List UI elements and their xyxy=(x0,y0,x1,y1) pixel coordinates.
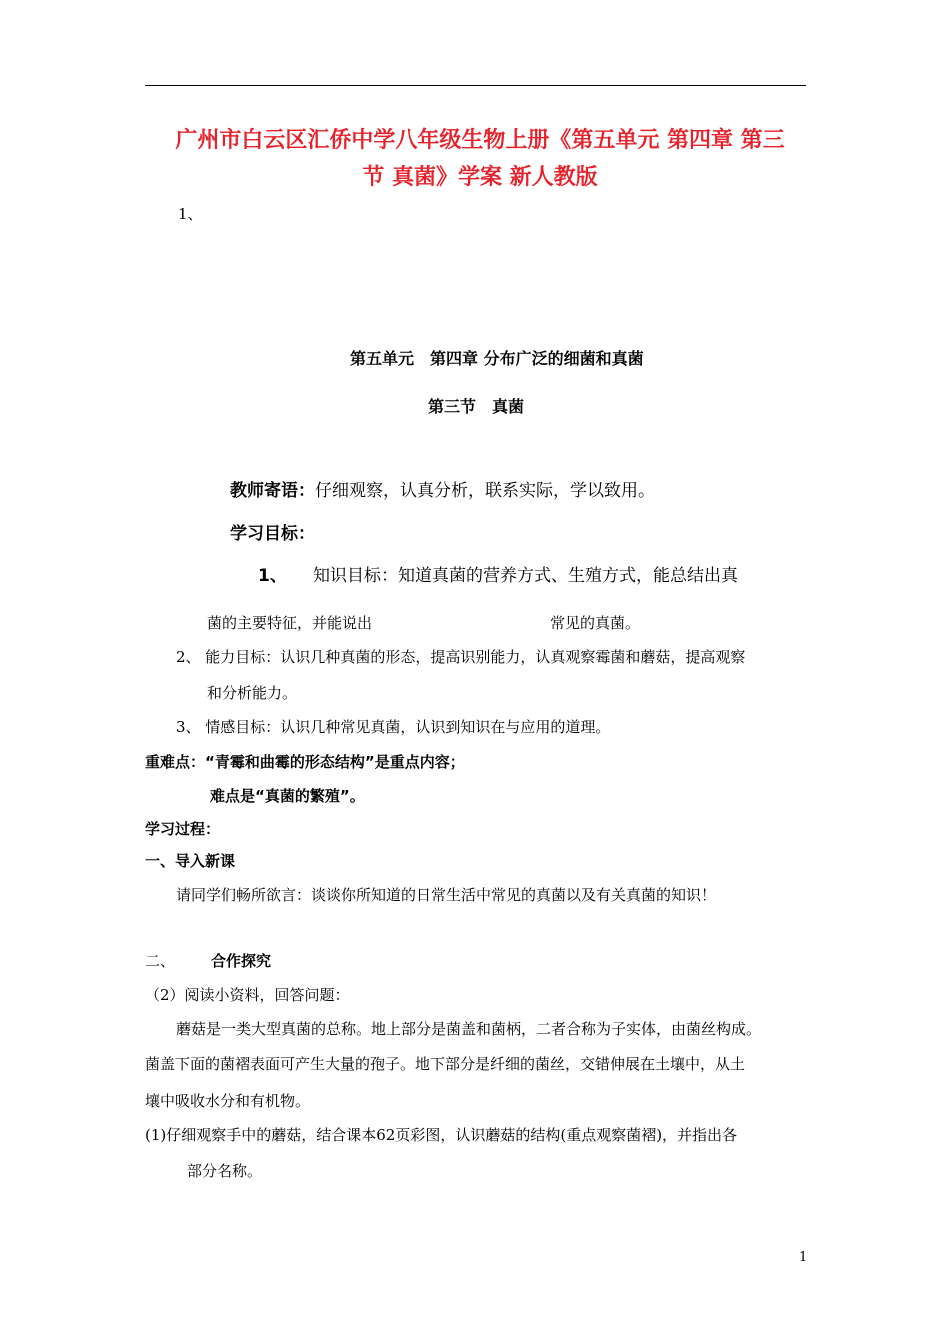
goal-1-text: 知识目标：知道真菌的营养方式、生殖方式，能总结出真 xyxy=(313,566,738,586)
part-2-number: 二、 xyxy=(145,952,176,970)
goal-1-continuation-a: 菌的主要特征，并能说出 xyxy=(207,614,373,632)
unit-heading: 第五单元 第四章 分布广泛的细菌和真菌 xyxy=(350,349,644,368)
difficult-point: 难点是“真菌的繁殖”。 xyxy=(210,787,365,805)
goal-1-continuation-b: 常见的真菌。 xyxy=(550,614,641,632)
learning-process-label: 学习过程： xyxy=(145,820,221,838)
header-rule xyxy=(145,85,806,86)
part-1-heading: 一、导入新课 xyxy=(145,852,236,870)
reading-paragraph-line-3: 壤中吸收水分和有机物。 xyxy=(145,1092,311,1110)
item-number: 1、 xyxy=(178,205,203,223)
part-2-heading: 合作探究 xyxy=(211,952,272,970)
goal-3: 3、 情感目标：认识几种常见真菌，认识到知识在与应用的道理。 xyxy=(176,718,611,736)
reading-paragraph-line-1: 蘑菇是一类大型真菌的总称。地上部分是菌盖和菌柄，二者合称为子实体，由菌丝构成。 xyxy=(176,1020,762,1038)
reading-paragraph-line-2: 菌盖下面的菌褶表面可产生大量的孢子。地下部分是纤细的菌丝，交错伸展在土壤中，从土 xyxy=(145,1055,746,1073)
teacher-message xyxy=(230,476,655,501)
scanned-image-region xyxy=(178,338,838,588)
section-heading: 第三节 真菌 xyxy=(428,397,525,416)
document-title-line-1: 广州市白云区汇侨中学八年级生物上册《第五单元 第四章 第三 xyxy=(175,128,785,153)
question-1-line-2: 部分名称。 xyxy=(187,1162,263,1180)
part-1-text: 请同学们畅所欲言：谈谈你所知道的日常生活中常见的真菌以及有关真菌的知识！ xyxy=(176,886,717,904)
question-1-line-1: (1)仔细观察手中的蘑菇，结合课本62页彩图，认识蘑菇的结构(重点观察菌褶)，并指出各 xyxy=(145,1126,738,1144)
page-number: 1 xyxy=(799,1250,808,1265)
goal-2-line-2: 和分析能力。 xyxy=(207,684,298,702)
sub-question-2-label: （2）阅读小资料，回答问题： xyxy=(145,986,350,1004)
goal-2-line-1: 2、 能力目标：认识几种真菌的形态，提高识别能力，认真观察霉菌和蘑菇，提高观察 xyxy=(176,648,746,666)
document-title-line-2: 节 真菌》学案 新人教版 xyxy=(362,165,598,190)
goal-1-number: 1、 xyxy=(258,566,287,586)
teacher-message-text: 仔细观察，认真分析，联系实际，学以致用。 xyxy=(315,481,655,501)
learning-goals-label: 学习目标： xyxy=(230,524,315,544)
key-point: 重难点：“青霉和曲霉的形态结构”是重点内容； xyxy=(145,753,465,771)
teacher-message-label: 教师寄语： xyxy=(230,481,315,501)
